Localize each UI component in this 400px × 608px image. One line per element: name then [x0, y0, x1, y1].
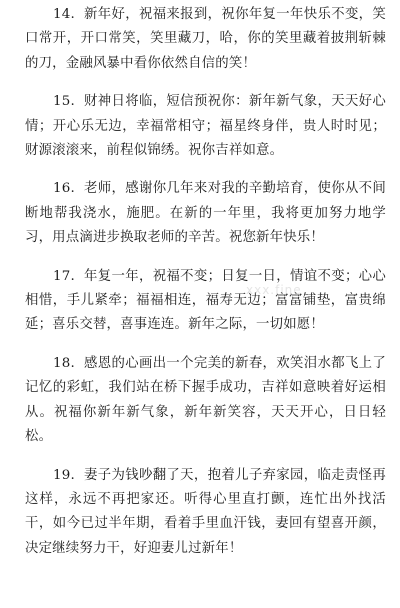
- list-item: [25, 177, 386, 250]
- item-text: 妻子为钱吵翻了天，抱着儿子弃家园，临走责怪再这样，永远不再把家还。听得心里直打颤，连忙出外找活干，如今已过半年期，看着手里血汗钱，妻回有望喜开颜，决定继续努力干，好迎妻儿过新年！: [25, 467, 386, 556]
- watermark: xxx.fine: [246, 283, 302, 297]
- list-item: [25, 352, 386, 450]
- item-text: 感恩的心画出一个完美的新春，欢笑泪水都飞上了记忆的彩虹，我们站在桥下握手成功，吉祥如意映着好运相从。祝福你新年新气象，新年新笑容，天天开心，日日轻松。: [25, 355, 386, 445]
- item-number: 19.: [53, 467, 75, 483]
- item-number: 14.: [53, 7, 75, 22]
- item-text: 年复一年，祝福不变；日复一日，情谊不变；心心相惜，手儿紧牵；福福相连，福寿无边；富富铺垫，富贵绵延；喜乐交替，喜事连连。新年之际，一切如愿！: [25, 268, 386, 333]
- item-number: 16.: [53, 181, 75, 197]
- list-item: [25, 265, 386, 338]
- list-item: [25, 90, 386, 163]
- item-text: 老师，感谢你几年来对我的辛勤培育，使你从不间断地帮我浇水，施肥。在新的一年里，我将更加努力地学习，用点滴进步换取老师的辛苦。祝您新年快乐！: [25, 181, 386, 246]
- item-number: 18.: [53, 355, 75, 371]
- item-text: 财神日将临，短信预祝你：新年新气象，天天好心情；开心乐无边，幸福常相守；福星终身伴，贵人时时见；财源滚滚来，前程似锦绣。祝你吉祥如意。: [25, 94, 386, 159]
- item-number: 17.: [53, 268, 75, 284]
- list-item: [25, 3, 386, 76]
- item-text: 新年好，祝福来报到，祝你年复一年快乐不变，笑口常开，开口常笑，笑里藏刀，哈，你的笑里藏着披荆斩棘的刀，金融风暴中看你依然自信的笑！: [25, 7, 386, 71]
- list-item: [25, 464, 386, 562]
- item-number: 15.: [53, 94, 75, 110]
